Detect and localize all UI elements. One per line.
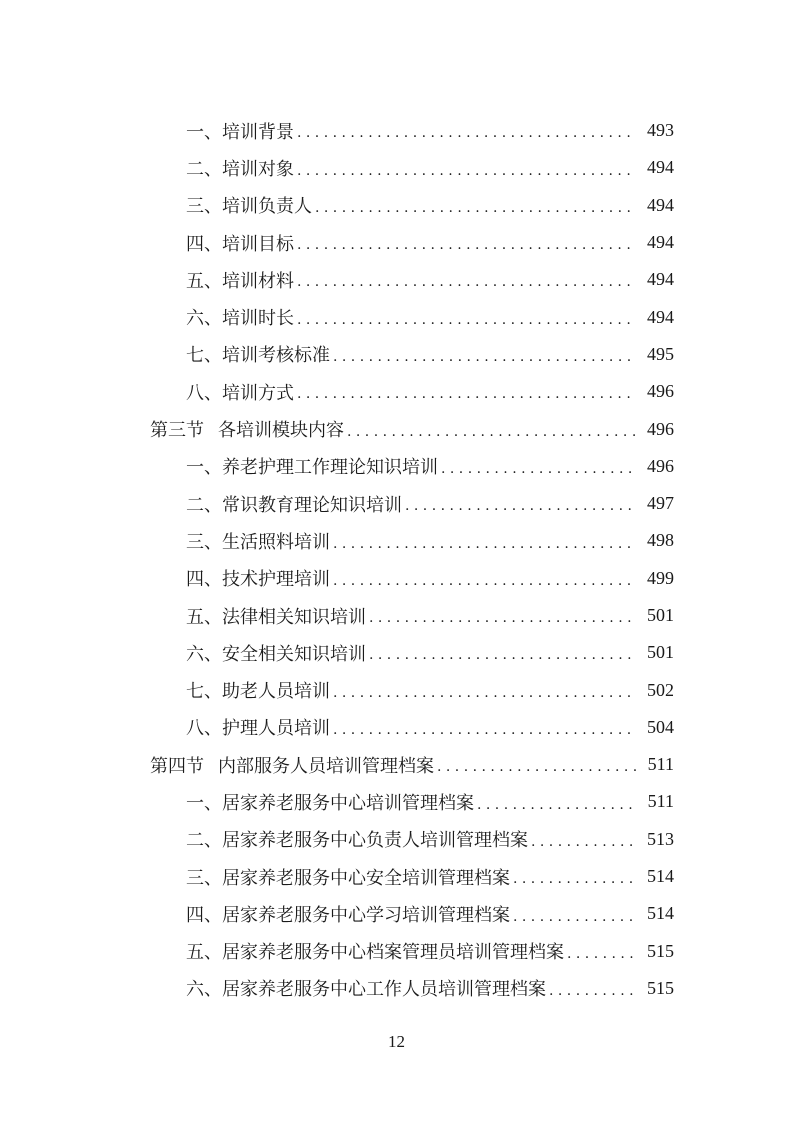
toc-entry-page: 514 (647, 866, 674, 887)
toc-entry[interactable] (150, 448, 674, 485)
toc-entry-label: 五、培训材料 (186, 270, 294, 292)
toc-entry-label: 四、居家养老服务中心学习培训管理档案 (186, 904, 510, 926)
toc-section-number: 第三节 (150, 420, 204, 442)
toc-entry-page: 494 (647, 232, 674, 253)
toc-entry-page: 494 (647, 194, 674, 215)
toc-entry[interactable] (150, 597, 674, 634)
toc-leader-dots (477, 797, 636, 821)
toc-entry[interactable] (150, 821, 674, 858)
toc-entry-page: 515 (647, 940, 674, 961)
toc-entry-label: 内部服务人员培训管理档案 (218, 755, 434, 777)
toc-entry[interactable] (150, 522, 674, 559)
toc-entry[interactable] (150, 261, 674, 298)
toc-entry-page: 501 (647, 642, 674, 663)
toc-entry-label: 七、助老人员培训 (186, 681, 330, 703)
toc-leader-dots (297, 386, 636, 410)
toc-leader-dots (333, 722, 636, 746)
toc-leader-dots (441, 461, 636, 485)
toc-entry-label: 三、生活照料培训 (186, 531, 330, 553)
toc-entry-page: 496 (647, 455, 674, 476)
toc-entry[interactable] (150, 224, 674, 261)
toc-entry[interactable] (150, 187, 674, 224)
toc-entry[interactable] (150, 336, 674, 373)
toc-section-entry[interactable] (150, 410, 674, 447)
toc-entry-page: 511 (647, 754, 674, 775)
toc-entry-page: 504 (647, 716, 674, 737)
toc-entry-page: 502 (647, 679, 674, 700)
toc-leader-dots (297, 125, 636, 149)
toc-leader-dots (513, 871, 636, 895)
toc-entry-label: 一、培训背景 (186, 121, 294, 143)
toc-entry-label: 二、居家养老服务中心负责人培训管理档案 (186, 830, 528, 852)
table-of-contents (150, 112, 674, 1007)
toc-entry-page: 494 (647, 269, 674, 290)
toc-entry-label: 三、居家养老服务中心安全培训管理档案 (186, 867, 510, 889)
toc-entry-label: 六、培训时长 (186, 308, 294, 330)
toc-entry-label: 八、培训方式 (186, 382, 294, 404)
toc-entry-label: 一、养老护理工作理论知识培训 (186, 457, 438, 479)
toc-entry-label: 八、护理人员培训 (186, 718, 330, 740)
toc-entry[interactable] (150, 112, 674, 149)
toc-entry-page: 496 (647, 381, 674, 402)
toc-entry[interactable] (150, 895, 674, 932)
toc-entry[interactable] (150, 560, 674, 597)
toc-leader-dots (347, 424, 636, 448)
toc-entry-label: 各培训模块内容 (218, 420, 344, 442)
toc-entry-label: 四、培训目标 (186, 233, 294, 255)
toc-entry[interactable] (150, 485, 674, 522)
toc-entry-page: 511 (647, 791, 674, 812)
toc-entry[interactable] (150, 933, 674, 970)
toc-entry[interactable] (150, 149, 674, 186)
toc-leader-dots (369, 647, 636, 671)
toc-entry-page: 495 (647, 343, 674, 364)
toc-leader-dots (333, 349, 636, 373)
toc-leader-dots (405, 498, 636, 522)
toc-entry-label: 四、技术护理培训 (186, 569, 330, 591)
toc-entry[interactable] (150, 783, 674, 820)
toc-entry-label: 五、居家养老服务中心档案管理员培训管理档案 (186, 942, 564, 964)
toc-entry-page: 499 (647, 567, 674, 588)
toc-entry-page: 514 (647, 903, 674, 924)
toc-entry[interactable] (150, 671, 674, 708)
toc-leader-dots (297, 312, 636, 336)
toc-entry-label: 七、培训考核标准 (186, 345, 330, 367)
toc-entry[interactable] (150, 634, 674, 671)
toc-entry[interactable] (150, 970, 674, 1007)
toc-leader-dots (315, 200, 636, 224)
toc-entry-label: 六、居家养老服务中心工作人员培训管理档案 (186, 979, 546, 1001)
toc-leader-dots (513, 909, 636, 933)
toc-leader-dots (369, 610, 636, 634)
toc-entry-label: 三、培训负责人 (186, 196, 312, 218)
toc-leader-dots (437, 759, 636, 783)
toc-entry-page: 497 (647, 493, 674, 514)
toc-entry-page: 498 (647, 530, 674, 551)
toc-entry-page: 515 (647, 977, 674, 998)
toc-leader-dots (333, 573, 636, 597)
toc-leader-dots (297, 274, 636, 298)
toc-leader-dots (531, 834, 636, 858)
toc-entry-page: 494 (647, 157, 674, 178)
toc-entry-page: 493 (647, 120, 674, 141)
toc-entry-page: 494 (647, 306, 674, 327)
toc-leader-dots (567, 946, 636, 970)
toc-leader-dots (297, 163, 636, 187)
toc-entry-label: 二、常识教育理论知识培训 (186, 494, 402, 516)
toc-entry[interactable] (150, 373, 674, 410)
toc-leader-dots (333, 536, 636, 560)
toc-leader-dots (333, 685, 636, 709)
toc-entry-label: 一、居家养老服务中心培训管理档案 (186, 792, 474, 814)
toc-entry[interactable] (150, 858, 674, 895)
toc-section-entry[interactable] (150, 746, 674, 783)
toc-leader-dots (549, 983, 636, 1007)
toc-entry-page: 513 (647, 828, 674, 849)
toc-entry-label: 五、法律相关知识培训 (186, 606, 366, 628)
toc-entry-label: 二、培训对象 (186, 158, 294, 180)
page-number: 12 (388, 1032, 405, 1051)
toc-section-number: 第四节 (150, 755, 204, 777)
toc-entry-page: 496 (647, 418, 674, 439)
toc-leader-dots (297, 237, 636, 261)
toc-entry-page: 501 (647, 605, 674, 625)
toc-entry[interactable] (150, 298, 674, 335)
toc-entry-label: 六、安全相关知识培训 (186, 643, 366, 665)
toc-entry[interactable] (150, 709, 674, 746)
